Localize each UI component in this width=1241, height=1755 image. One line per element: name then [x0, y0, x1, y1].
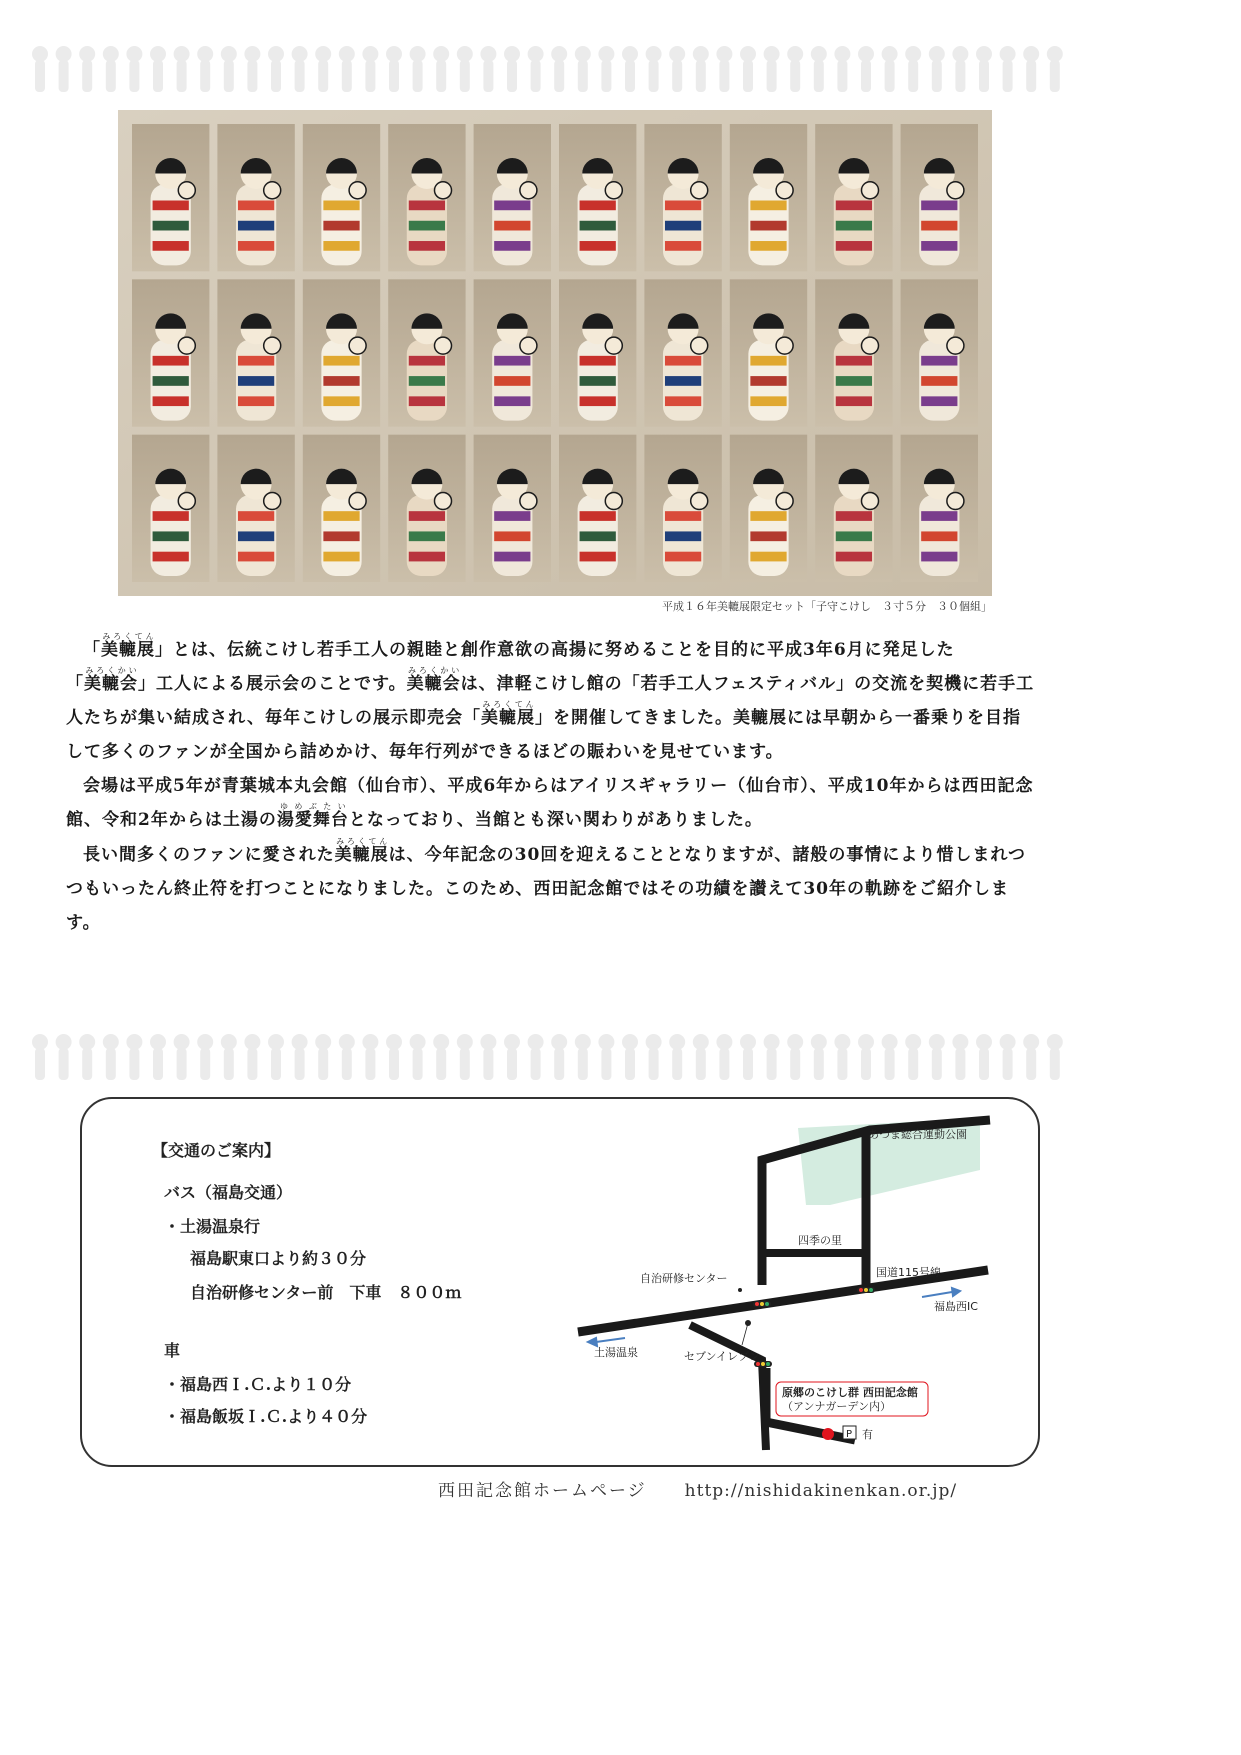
kokeshi-silhouette-icon [952, 46, 968, 62]
kokeshi-silhouette-icon [1047, 46, 1063, 62]
label-park: あづま総合運動公園 [868, 1128, 967, 1141]
kokeshi-silhouette-icon [244, 46, 260, 62]
kokeshi-silhouette-icon [1047, 1034, 1063, 1050]
kokeshi-silhouette-icon [79, 1034, 95, 1050]
kokeshi-silhouette-body [554, 60, 564, 92]
kokeshi-silhouette-body [531, 1048, 541, 1080]
kokeshi-silhouette-icon [646, 1034, 662, 1050]
kokeshi-silhouette-icon [433, 46, 449, 62]
ruby-term: 美轆会みろくかい [84, 666, 138, 694]
kokeshi-silhouette-icon [952, 1034, 968, 1050]
kokeshi-silhouette-body [1003, 60, 1013, 92]
article-paragraph-3: 長い間多くのファンに愛された美轆展みろくてんは、今年記念の30回を迎えることとなりますが、諸般の事情により惜しまれつつもいったん終止符を打つことになりました。このため、西田記念館ではその功績を讃えて30年の軌跡をご紹介します。 [66, 837, 1026, 933]
top-kokeshi-border [30, 40, 1072, 100]
kokeshi-silhouette-icon [669, 46, 685, 62]
kokeshi-silhouette-icon [882, 1034, 898, 1050]
kokeshi-silhouette-body [106, 60, 116, 92]
ruby-term: 美轆展みろくてん [334, 837, 389, 865]
kokeshi-silhouette-icon [292, 1034, 308, 1050]
kokeshi-silhouette-icon [575, 1034, 591, 1050]
kokeshi-silhouette-body [1026, 1048, 1036, 1080]
bus-stop: 自治研修センター前 下車 ８００ｍ [190, 1283, 462, 1302]
jichi-center-marker [738, 1288, 742, 1292]
kokeshi-silhouette-body [413, 60, 423, 92]
kokeshi-silhouette-icon [575, 46, 591, 62]
kokeshi-silhouette-body [271, 1048, 281, 1080]
kokeshi-silhouette-body [106, 1048, 116, 1080]
label-museum-1: 原郷のこけし群 西田記念館 [782, 1386, 918, 1399]
kokeshi-silhouette-icon [858, 46, 874, 62]
kokeshi-silhouette-icon [834, 1034, 850, 1050]
kokeshi-silhouette-body [129, 60, 139, 92]
kokeshi-silhouette-body [177, 1048, 187, 1080]
ruby-term: 美轆展みろくてん [481, 700, 536, 728]
kokeshi-silhouette-body [200, 1048, 210, 1080]
bus-time: 福島駅東口より約３０分 [190, 1249, 367, 1268]
kokeshi-silhouette-body [601, 60, 611, 92]
photo-caption: 平成１６年美轆展限定セット「子守こけし ３寸５分 ３０個組」 [662, 600, 992, 613]
kokeshi-silhouette-icon [457, 46, 473, 62]
article-paragraph-1: 「美轆展みろくてん」とは、伝統こけし若手工人の親睦と創作意欲の高揚に努めることを目的に平成3年6月に発足した「美轆会みろくかい」工人による展示会のことです。美轆会みろくかいは、津軽こけし館の「若手工人フェスティバル」の交流を契機に若手工人たちが集い結成され、毎年こけしの展示即売会「美轆展みろくてん」を開催してきました。美轆展には早朝から一番乗りを目指して多くのファンが全国から詰めかけ、毎年行列ができるほどの賑わいを見せています。 [66, 632, 1035, 762]
kokeshi-silhouette-icon [174, 46, 190, 62]
bus-heading: バス（福島交通） [164, 1183, 293, 1202]
kokeshi-silhouette-icon [976, 46, 992, 62]
kokeshi-silhouette-icon [504, 1034, 520, 1050]
car-heading: 車 [164, 1341, 181, 1360]
kokeshi-silhouette-body [436, 1048, 446, 1080]
kokeshi-silhouette-body [224, 1048, 234, 1080]
kokeshi-silhouette-body [153, 60, 163, 92]
kokeshi-silhouette-icon [622, 46, 638, 62]
kokeshi-silhouette-body [672, 1048, 682, 1080]
kokeshi-silhouette-body [365, 1048, 375, 1080]
kokeshi-silhouette-body [389, 60, 399, 92]
kokeshi-silhouette-body [271, 60, 281, 92]
kokeshi-silhouette-icon [268, 1034, 284, 1050]
kokeshi-silhouette-icon [787, 46, 803, 62]
arrow-tsuchiyu-icon [588, 1338, 625, 1346]
kokeshi-silhouette-icon [103, 46, 119, 62]
kokeshi-silhouette-body [554, 1048, 564, 1080]
kokeshi-silhouette-icon [787, 1034, 803, 1050]
bottom-kokeshi-border [30, 1028, 1072, 1088]
kokeshi-silhouette-icon [244, 1034, 260, 1050]
kokeshi-silhouette-body [601, 1048, 611, 1080]
kokeshi-silhouette-icon [1000, 1034, 1016, 1050]
kokeshi-silhouette-body [1003, 1048, 1013, 1080]
kokeshi-silhouette-body [318, 60, 328, 92]
kokeshi-silhouette-body [200, 60, 210, 92]
kokeshi-silhouette-body [295, 1048, 305, 1080]
kokeshi-silhouette-icon [693, 1034, 709, 1050]
kokeshi-silhouette-icon [362, 46, 378, 62]
kokeshi-silhouette-icon [457, 1034, 473, 1050]
kokeshi-silhouette-icon [386, 46, 402, 62]
kokeshi-silhouette-body [979, 60, 989, 92]
kokeshi-silhouette-body [483, 1048, 493, 1080]
homepage-label: 西田記念館ホームページ [438, 1481, 647, 1501]
kokeshi-silhouette-body [59, 1048, 69, 1080]
kokeshi-silhouette-icon [339, 1034, 355, 1050]
homepage-url[interactable]: http://nishidakinenkan.or.jp/ [684, 1481, 958, 1501]
kokeshi-silhouette-body [719, 1048, 729, 1080]
kokeshi-silhouette-body [979, 1048, 989, 1080]
kokeshi-silhouette-body [908, 1048, 918, 1080]
kokeshi-silhouette-body [861, 1048, 871, 1080]
kokeshi-silhouette-body [177, 60, 187, 92]
kokeshi-silhouette-body [318, 1048, 328, 1080]
kokeshi-silhouette-icon [79, 46, 95, 62]
kokeshi-silhouette-icon [551, 1034, 567, 1050]
car-route-2: ・福島飯坂Ｉ.Ｃ.より４０分 [164, 1407, 368, 1426]
kokeshi-silhouette-body [342, 60, 352, 92]
kokeshi-silhouette-icon [221, 46, 237, 62]
kokeshi-silhouette-icon [433, 1034, 449, 1050]
kokeshi-silhouette-icon [339, 46, 355, 62]
kokeshi-silhouette-body [224, 60, 234, 92]
kokeshi-silhouette-icon [598, 1034, 614, 1050]
kokeshi-silhouette-icon [811, 46, 827, 62]
kokeshi-silhouette-body [955, 60, 965, 92]
kokeshi-silhouette-icon [150, 46, 166, 62]
kokeshi-silhouette-icon [1023, 46, 1039, 62]
kokeshi-silhouette-body [247, 1048, 257, 1080]
kokeshi-silhouette-icon [56, 1034, 72, 1050]
kokeshi-silhouette-body [955, 1048, 965, 1080]
label-jichi: 自治研修センター [640, 1272, 728, 1285]
kokeshi-silhouette-icon [197, 1034, 213, 1050]
kokeshi-silhouette-icon [197, 46, 213, 62]
kokeshi-silhouette-body [743, 60, 753, 92]
road-lower [690, 1325, 766, 1450]
museum-location-marker [822, 1428, 834, 1440]
article-body [66, 632, 1036, 940]
kokeshi-silhouette-body [365, 60, 375, 92]
kokeshi-silhouette-icon [834, 46, 850, 62]
kokeshi-silhouette-body [885, 1048, 895, 1080]
kokeshi-silhouette-body [413, 1048, 423, 1080]
kokeshi-silhouette-body [82, 60, 92, 92]
kokeshi-silhouette-body [1026, 60, 1036, 92]
kokeshi-silhouette-body [625, 1048, 635, 1080]
kokeshi-silhouette-body [129, 1048, 139, 1080]
kokeshi-silhouette-icon [386, 1034, 402, 1050]
kokeshi-silhouette-icon [882, 46, 898, 62]
kokeshi-silhouette-body [743, 1048, 753, 1080]
bus-route: ・土湯温泉行 [164, 1217, 261, 1236]
kokeshi-silhouette-body [82, 1048, 92, 1080]
kokeshi-silhouette-body [153, 1048, 163, 1080]
kokeshi-silhouette-icon [764, 46, 780, 62]
kokeshi-silhouette-body [460, 60, 470, 92]
kokeshi-silhouette-icon [693, 46, 709, 62]
ruby-term: 湯愛舞台ゆめぶたい [276, 802, 349, 830]
kokeshi-silhouette-body [672, 60, 682, 92]
kokeshi-silhouette-body [460, 1048, 470, 1080]
kokeshi-silhouette-body [767, 60, 777, 92]
kokeshi-silhouette-icon [315, 1034, 331, 1050]
kokeshi-silhouette-body [790, 60, 800, 92]
kokeshi-silhouette-icon [315, 46, 331, 62]
kokeshi-silhouette-body [790, 1048, 800, 1080]
kokeshi-silhouette-icon [126, 46, 142, 62]
kokeshi-silhouette-icon [1023, 1034, 1039, 1050]
kokeshi-silhouette-icon [480, 46, 496, 62]
kokeshi-silhouette-icon [716, 1034, 732, 1050]
kokeshi-silhouette-body [389, 1048, 399, 1080]
kokeshi-silhouette-body [696, 1048, 706, 1080]
kokeshi-display-photo [118, 110, 992, 596]
kokeshi-silhouette-body [436, 60, 446, 92]
kokeshi-silhouette-body [837, 1048, 847, 1080]
kokeshi-silhouette-icon [268, 46, 284, 62]
kokeshi-silhouette-icon [598, 46, 614, 62]
kokeshi-silhouette-icon [669, 1034, 685, 1050]
kokeshi-silhouette-icon [716, 46, 732, 62]
kokeshi-silhouette-icon [32, 46, 48, 62]
kokeshi-silhouette-body [578, 1048, 588, 1080]
kokeshi-silhouette-icon [221, 1034, 237, 1050]
kokeshi-silhouette-icon [410, 1034, 426, 1050]
kokeshi-silhouette-body [696, 60, 706, 92]
kokeshi-silhouette-icon [976, 1034, 992, 1050]
kokeshi-silhouette-body [531, 60, 541, 92]
kokeshi-silhouette-body [295, 60, 305, 92]
kokeshi-silhouette-body [767, 1048, 777, 1080]
kokeshi-silhouette-icon [32, 1034, 48, 1050]
car-route-1: ・福島西Ｉ.Ｃ.より１０分 [164, 1375, 352, 1394]
ruby-term: 美轆会みろくかい [406, 666, 461, 694]
label-parking: P [846, 1429, 853, 1440]
kokeshi-silhouette-body [342, 1048, 352, 1080]
kokeshi-silhouette-body [483, 60, 493, 92]
label-museum-2: （アンナガーデン内） [782, 1400, 892, 1413]
label-fukushima-ic: 福島西IC [934, 1300, 978, 1313]
kokeshi-silhouette-body [649, 60, 659, 92]
kokeshi-silhouette-icon [150, 1034, 166, 1050]
kokeshi-silhouette-body [837, 60, 847, 92]
kokeshi-silhouette-body [861, 60, 871, 92]
kokeshi-silhouette-icon [480, 1034, 496, 1050]
kokeshi-silhouette-icon [504, 46, 520, 62]
kokeshi-silhouette-icon [410, 46, 426, 62]
kokeshi-silhouette-icon [103, 1034, 119, 1050]
kokeshi-silhouette-body [649, 1048, 659, 1080]
kokeshi-silhouette-body [578, 60, 588, 92]
kokeshi-silhouette-icon [764, 1034, 780, 1050]
kokeshi-silhouette-body [625, 60, 635, 92]
kokeshi-silhouette-body [932, 1048, 942, 1080]
kokeshi-silhouette-icon [174, 1034, 190, 1050]
kokeshi-silhouette-body [1050, 60, 1060, 92]
access-heading: 【交通のご案内】 [152, 1141, 281, 1160]
kokeshi-silhouette-body [59, 60, 69, 92]
kokeshi-silhouette-body [247, 60, 257, 92]
kokeshi-silhouette-icon [362, 1034, 378, 1050]
access-map [570, 1110, 1010, 1460]
kokeshi-silhouette-body [1050, 1048, 1060, 1080]
kokeshi-silhouette-icon [905, 1034, 921, 1050]
kokeshi-silhouette-icon [56, 46, 72, 62]
label-shiki: 四季の里 [798, 1234, 842, 1247]
kokeshi-silhouette-icon [929, 1034, 945, 1050]
kokeshi-silhouette-icon [1000, 46, 1016, 62]
label-seven: セブンイレブン [684, 1350, 760, 1363]
kokeshi-silhouette-body [932, 60, 942, 92]
arrow-fukushima-ic-icon [922, 1288, 960, 1297]
kokeshi-silhouette-icon [740, 46, 756, 62]
ruby-term: 美轆展みろくてん [101, 632, 155, 660]
kokeshi-silhouette-icon [929, 46, 945, 62]
kokeshi-silhouette-icon [292, 46, 308, 62]
label-route: 国道115号線 [876, 1266, 941, 1279]
kokeshi-silhouette-body [507, 60, 517, 92]
footer [438, 1476, 1058, 1501]
kokeshi-silhouette-body [35, 60, 45, 92]
kokeshi-silhouette-body [507, 1048, 517, 1080]
kokeshi-silhouette-icon [126, 1034, 142, 1050]
label-parking-note: 有 [862, 1428, 873, 1441]
kokeshi-silhouette-body [908, 60, 918, 92]
kokeshi-silhouette-icon [858, 1034, 874, 1050]
kokeshi-silhouette-icon [551, 46, 567, 62]
kokeshi-silhouette-icon [811, 1034, 827, 1050]
kokeshi-silhouette-icon [646, 46, 662, 62]
kokeshi-silhouette-body [719, 60, 729, 92]
kokeshi-silhouette-body [35, 1048, 45, 1080]
label-tsuchiyu: 土湯温泉 [594, 1346, 638, 1359]
kokeshi-silhouette-icon [528, 46, 544, 62]
kokeshi-silhouette-body [885, 60, 895, 92]
article-paragraph-2: 会場は平成5年が青葉城本丸会館（仙台市）、平成6年からはアイリスギャラリー（仙台市）、平成10年からは西田記念館、令和2年からは土湯の湯愛舞台ゆめぶたいとなっており、当館とも深い関わりがありました。 [66, 776, 1034, 830]
kokeshi-silhouette-body [814, 60, 824, 92]
kokeshi-silhouette-icon [905, 46, 921, 62]
kokeshi-silhouette-body [814, 1048, 824, 1080]
kokeshi-silhouette-icon [622, 1034, 638, 1050]
kokeshi-silhouette-icon [740, 1034, 756, 1050]
kokeshi-silhouette-icon [528, 1034, 544, 1050]
